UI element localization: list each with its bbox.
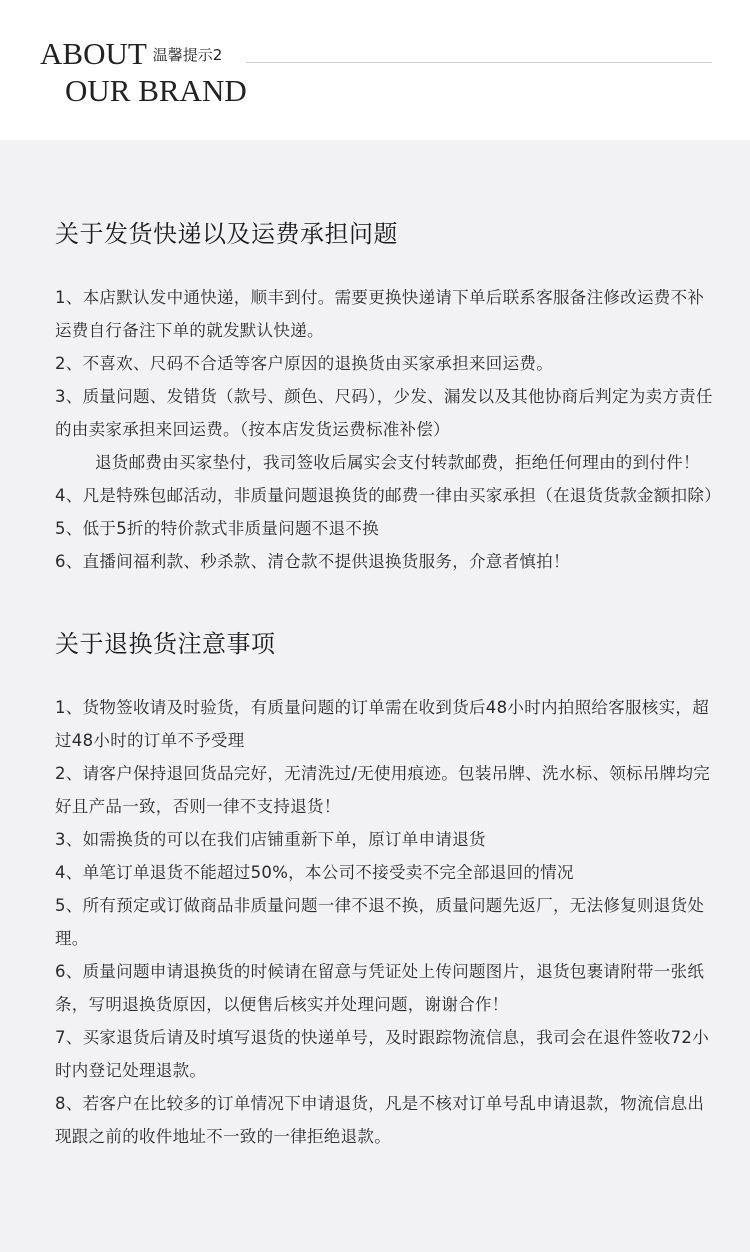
list-item: 4、单笔订单退货不能超过50%，本公司不接受卖不完全部退回的情况	[55, 863, 574, 882]
list-item: 3、质量问题、发错货（款号、颜色、尺码），少发、漏发以及其他协商后判定为卖方责任的由卖家承担来回运费。（按本店发货运费标准补偿）	[55, 387, 713, 439]
list-item: 8、若客户在比较多的订单情况下申请退货，凡是不核对订单号乱申请退款，物流信息出现跟之前的收件地址不一致的一律拒绝退款。	[55, 1094, 705, 1146]
list-item: 退货邮费由买家垫付，我司签收后属实会支付转款邮费，拒绝任何理由的到付件！	[95, 453, 700, 472]
shipping-section	[55, 214, 721, 578]
list-item: 5、低于5折的特价款式非质量问题不退不换	[55, 519, 379, 538]
header-divider	[246, 62, 712, 63]
list-item: 2、不喜欢、尺码不合适等客户原因的退换货由买家承担来回运费。	[55, 354, 553, 373]
brand-line-2: OUR BRAND	[65, 73, 247, 108]
returns-section	[55, 624, 715, 1153]
shipping-list	[55, 281, 721, 578]
list-item: 6、直播间福利款、秒杀款、清仓款不提供退换货服务，介意者慎拍！	[55, 552, 570, 571]
returns-list	[55, 691, 715, 1153]
policy-content	[55, 140, 721, 1153]
brand-line-1	[40, 38, 247, 75]
header	[0, 0, 750, 140]
list-item: 7、买家退货后请及时填写退货的快递单号，及时跟踪物流信息，我司会在退件签收72小时内登记处理退款。	[55, 1028, 709, 1080]
shipping-section-title: 关于发货快递以及运费承担问题	[55, 220, 398, 248]
list-item: 2、请客户保持退回货品完好，无清洗过/无使用痕迹。包装吊牌、洗水标、领标吊牌均完好且产品一致，否则一律不支持退货！	[55, 764, 711, 816]
list-item: 3、如需换货的可以在我们店铺重新下单，原订单申请退货	[55, 830, 486, 849]
brand-logo	[40, 38, 247, 107]
brand-about-text: ABOUT	[40, 36, 147, 71]
brand-subtitle: 温馨提示2	[152, 46, 223, 64]
list-item: 6、质量问题申请退换货的时候请在留意与凭证处上传问题图片，退货包裹请附带一张纸条，写明退换货原因，以便售后核实并处理问题，谢谢合作！	[55, 962, 705, 1014]
list-item: 5、所有预定或订做商品非质量问题一律不退不换，质量问题先返厂，无法修复则退货处理。	[55, 896, 705, 948]
returns-section-title: 关于退换货注意事项	[55, 630, 276, 658]
list-item: 1、本店默认发中通快递，顺丰到付。需要更换快递请下单后联系客服备注修改运费不补运费自行备注下单的就发默认快递。	[55, 288, 705, 340]
list-item: 4、凡是特殊包邮活动，非质量问题退换货的邮费一律由买家承担（在退货货款金额扣除）	[55, 486, 721, 505]
list-item: 1、货物签收请及时验货，有质量问题的订单需在收到货后48小时内拍照给客服核实，超过48小时的订单不予受理	[55, 698, 709, 750]
